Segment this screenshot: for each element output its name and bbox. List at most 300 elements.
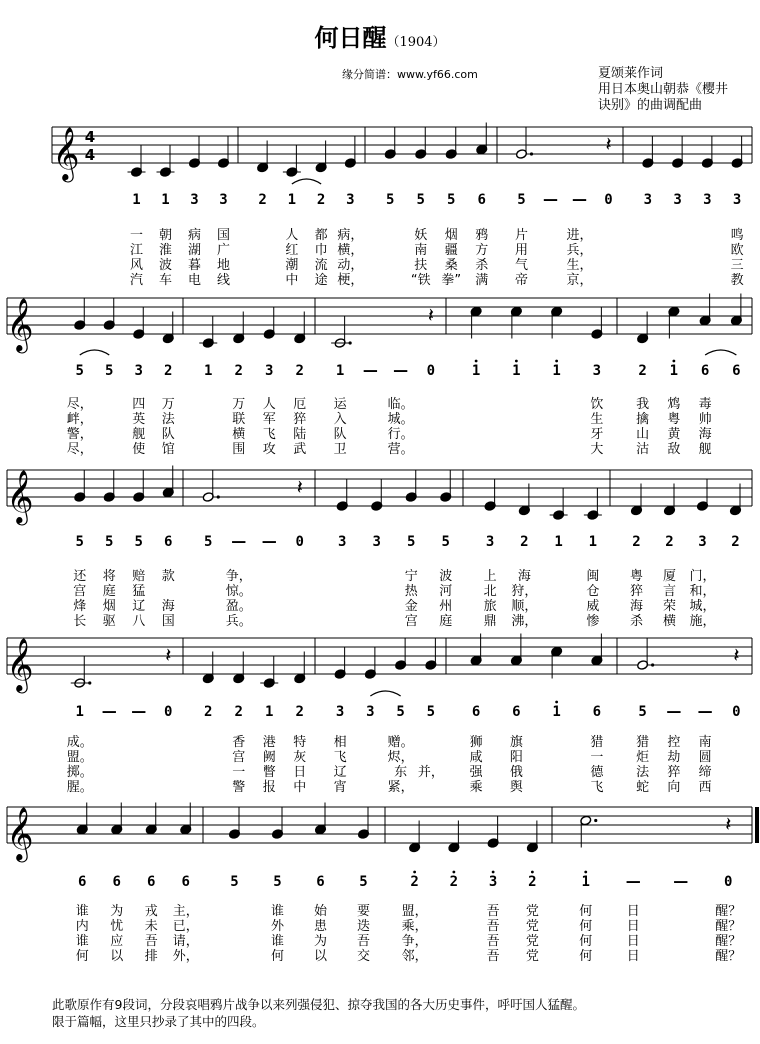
lyric-syllable: 醒？	[715, 919, 742, 934]
jianpu-number: 5	[230, 874, 239, 890]
lyric-syllable: 宁	[404, 569, 418, 584]
lyric-syllable: 舰	[132, 427, 146, 442]
lyric-syllable: 厄	[293, 397, 307, 412]
jianpu-number: 2	[164, 363, 173, 379]
lyric-syllable: 欧	[730, 243, 744, 258]
lyric-syllable: 党	[525, 919, 539, 934]
treble-clef-icon: 𝄞	[6, 469, 34, 523]
lyric-syllable: 海	[517, 569, 531, 584]
lyric-syllable: 仓	[586, 584, 600, 599]
treble-clef-icon: 𝄞	[6, 806, 34, 860]
jianpu-number: 6	[181, 874, 190, 890]
rest-symbol: 𝄽	[725, 812, 732, 836]
octave-dot	[452, 871, 455, 874]
lyric-syllable: 乘，	[401, 919, 428, 934]
lyric-syllable: 鸦	[475, 228, 489, 243]
jianpu-number: 0	[732, 704, 741, 720]
lyric-syllable: 谁	[270, 904, 285, 919]
song-title-text: 何日醒	[314, 23, 387, 52]
jianpu-number: 0	[164, 704, 173, 720]
tie-slur	[292, 179, 321, 184]
lyric-syllable: 广	[216, 243, 231, 258]
lyric-syllable: 咸	[469, 750, 483, 765]
octave-dot	[584, 871, 587, 874]
lyric-syllable: 西	[698, 780, 712, 795]
lyric-syllable: 迭	[356, 919, 371, 934]
jianpu-number: 6	[732, 363, 741, 379]
lyric-syllable: 衅，	[66, 412, 93, 427]
lyric-syllable: 庭	[102, 584, 116, 599]
lyric-syllable: 横	[662, 614, 677, 629]
lyric-syllable: 梗，	[337, 273, 364, 288]
jianpu-number: 5	[105, 534, 114, 550]
lyric-syllable: 言	[662, 584, 677, 599]
lyric-syllable: 未	[144, 919, 158, 934]
lyric-syllable: 香	[232, 735, 246, 750]
lyric-syllable: 荣	[662, 599, 677, 614]
lyric-syllable: 主，	[172, 904, 199, 919]
lyric-syllable: 飞	[262, 427, 276, 442]
lyric-syllable: 腥。	[66, 780, 93, 795]
lyric-syllable: 满	[475, 273, 489, 288]
lyric-syllable: 邻，	[401, 949, 428, 964]
jianpu-number: 3	[134, 363, 143, 379]
rest-symbol: 𝄽	[605, 132, 612, 156]
lyric-syllable: 粤	[629, 569, 644, 584]
lyric-syllable: “铁	[410, 273, 431, 288]
lyric-syllable: 要	[356, 904, 371, 919]
lyric-syllable: 烟	[102, 599, 116, 614]
octave-dot	[515, 360, 518, 363]
jianpu-number: 3	[485, 534, 495, 550]
jianpu-number: 3	[219, 192, 228, 208]
lyric-syllable: 东	[394, 765, 408, 780]
lyric-syllable: 宫	[73, 584, 87, 599]
time-sig-bottom: 4	[84, 146, 96, 164]
lyric-syllable: 党	[525, 949, 539, 964]
lyric-syllable: 庭	[439, 614, 453, 629]
jianpu-number: 5	[134, 534, 143, 550]
jianpu-number: 2	[204, 704, 213, 720]
tie-slur	[705, 350, 736, 355]
lyric-syllable: 州	[439, 599, 453, 614]
lyric-syllable: 扶	[414, 258, 428, 273]
lyric-syllable: 波	[439, 569, 453, 584]
lyric-syllable: 应	[110, 934, 124, 949]
lyric-syllable: 圆	[698, 750, 712, 765]
lyric-syllable: 海	[629, 599, 644, 614]
jianpu-number: 5	[447, 192, 456, 208]
lyric-syllable: 紧，	[387, 780, 414, 795]
lyric-syllable: 威	[586, 599, 600, 614]
lyric-syllable: 蛇	[636, 780, 650, 795]
lyric-syllable: 乘	[469, 780, 483, 795]
jianpu-number: 2	[234, 363, 243, 379]
jianpu-number: 6	[700, 363, 710, 379]
jianpu-number: 0	[604, 192, 613, 208]
lyric-syllable: 为	[313, 934, 328, 949]
lyric-syllable: 粤	[667, 412, 681, 427]
lyric-syllable: 都	[314, 228, 328, 243]
jianpu-number: 2	[258, 192, 267, 208]
source-line: 缘分简谱：www.yf66.com	[342, 68, 478, 81]
lyric-syllable: 劫	[667, 750, 681, 765]
lyric-syllable: 何	[75, 949, 89, 964]
lyric-syllable: 汽	[129, 273, 144, 288]
treble-clef-icon: 𝄞	[52, 126, 80, 180]
lyric-syllable: 地	[216, 258, 231, 273]
lyric-syllable: 四	[132, 397, 146, 412]
lyric-syllable: 金	[404, 599, 418, 614]
lyric-syllable: 谁	[75, 904, 89, 919]
lyric-syllable: 英	[132, 412, 146, 427]
jianpu-dash: —	[673, 872, 689, 890]
jianpu-number: 1	[335, 363, 345, 379]
lyric-syllable: 并，	[417, 765, 444, 780]
jianpu-number: 2	[731, 534, 740, 550]
lyric-syllable: 生，	[566, 258, 593, 273]
lyric-syllable: 吾	[486, 919, 500, 934]
lyric-syllable: 兵，	[566, 243, 593, 258]
jianpu-number: 1	[204, 363, 213, 379]
octave-dot	[492, 871, 495, 874]
lyric-syllable: 烟	[444, 228, 458, 243]
lyric-syllable: 猝	[629, 584, 644, 599]
jianpu-dash: —	[666, 702, 682, 720]
jianpu-dash: —	[393, 361, 409, 379]
jianpu-number: 2	[316, 192, 326, 208]
lyric-syllable: 兵。	[225, 614, 252, 629]
lyric-syllable: 赠。	[387, 735, 414, 750]
treble-clef-icon: 𝄞	[6, 637, 34, 691]
octave-dot	[555, 701, 558, 704]
lyric-syllable: 强	[469, 765, 483, 780]
lyric-syllable: 杀	[629, 614, 644, 629]
lyric-syllable: 使	[132, 442, 146, 457]
rest-symbol: 𝄽	[296, 475, 303, 499]
lyric-syllable: 病，	[337, 228, 364, 243]
lyric-syllable: 湖	[187, 243, 202, 258]
lyric-syllable: 警	[232, 780, 246, 795]
lyric-syllable: 江	[129, 243, 144, 258]
lyric-syllable: 烽	[73, 599, 87, 614]
lyric-syllable: 狩，	[511, 584, 538, 599]
lyric-syllable: 我	[636, 397, 650, 412]
lyric-syllable: 猛	[132, 584, 146, 599]
lyric-syllable: 警，	[66, 427, 93, 442]
lyricist-credit: 夏颂莱作词	[598, 66, 664, 81]
lyric-syllable: 吾	[486, 949, 500, 964]
lyric-syllable: 将	[102, 569, 116, 584]
lyric-syllable: 饮	[590, 397, 604, 412]
lyric-syllable: 红	[285, 243, 299, 258]
jianpu-number: 5	[407, 534, 416, 550]
lyric-syllable: 馆	[161, 442, 175, 457]
jianpu-number: 6	[78, 874, 87, 890]
lyric-syllable: 营。	[387, 442, 414, 457]
lyric-syllable: 一	[590, 750, 604, 765]
lyric-syllable: 辽	[132, 599, 146, 614]
lyric-syllable: 阳	[509, 750, 523, 765]
lyric-syllable: 何	[270, 949, 285, 964]
jianpu-number: 3	[592, 363, 602, 379]
jianpu-number: 2	[410, 874, 419, 890]
lyric-syllable: 帅	[698, 412, 712, 427]
jianpu-number: 5	[204, 534, 213, 550]
lyric-syllable: 南	[414, 243, 428, 258]
jianpu-number: 0	[724, 874, 733, 890]
lyric-syllable: 控	[667, 735, 681, 750]
lyric-syllable: 巾	[314, 243, 328, 258]
octave-dot	[672, 360, 675, 363]
jianpu-number: 5	[386, 192, 395, 208]
jianpu-number: 1	[75, 704, 84, 720]
lyric-syllable: 暮	[187, 258, 202, 273]
lyric-syllable: 淮	[158, 243, 173, 258]
lyric-syllable: 宫	[404, 614, 418, 629]
jianpu-number: 5	[426, 704, 436, 720]
lyric-syllable: 行。	[387, 427, 414, 442]
jianpu-number: 3	[732, 192, 742, 208]
lyric-syllable: 施，	[689, 614, 716, 629]
lyric-syllable: 京，	[566, 273, 593, 288]
lyric-syllable: 和，	[689, 584, 716, 599]
lyric-syllable: 国	[161, 614, 175, 629]
jianpu-number: 6	[112, 874, 121, 890]
jianpu-number: 3	[366, 704, 375, 720]
lyric-syllable: 以	[313, 949, 328, 964]
lyric-syllable: 旗	[509, 735, 523, 750]
jianpu-number: 3	[346, 192, 355, 208]
jianpu-number: 1	[265, 704, 274, 720]
jianpu-dash: —	[625, 872, 641, 890]
lyric-syllable: 一	[129, 228, 144, 243]
lyric-syllable: 掷。	[66, 765, 93, 780]
lyric-syllable: 醒？	[715, 949, 742, 964]
lyric-syllable: 人	[285, 228, 299, 243]
jianpu-number: 2	[520, 534, 529, 550]
jianpu-dash: —	[131, 702, 147, 720]
lyric-syllable: 擒	[636, 412, 650, 427]
lyric-syllable: 日	[626, 949, 640, 964]
jianpu-number: 5	[396, 704, 405, 720]
lyric-syllable: 疆	[444, 243, 458, 258]
lyric-syllable: 法	[161, 412, 175, 427]
lyric-syllable: 港	[262, 735, 276, 750]
jianpu-number: 3	[338, 534, 347, 550]
lyric-syllable: 妖	[414, 228, 428, 243]
lyric-syllable: 潮	[285, 258, 299, 273]
lyric-syllable: 临。	[387, 397, 414, 412]
jianpu-number: 2	[528, 874, 537, 890]
jianpu-number: 1	[161, 192, 170, 208]
jianpu-number: 3	[488, 874, 498, 890]
jianpu-number: 2	[665, 534, 674, 550]
jianpu-number: 3	[643, 192, 653, 208]
lyric-syllable: 日	[626, 919, 640, 934]
lyric-syllable: 外	[270, 919, 285, 934]
lyric-syllable: 帝	[514, 273, 529, 288]
lyric-syllable: 用	[514, 243, 529, 258]
lyric-syllable: 何	[579, 949, 593, 964]
lyric-syllable: 驱	[102, 614, 116, 629]
jianpu-number: 1	[588, 534, 598, 550]
lyric-syllable: 万	[232, 397, 246, 412]
lyric-syllable: 队	[333, 427, 347, 442]
lyric-syllable: 线	[216, 273, 231, 288]
lyric-syllable: 横，	[337, 243, 364, 258]
jianpu-number: 5	[75, 534, 84, 550]
jianpu-dash: —	[362, 361, 378, 379]
lyric-syllable: 相	[333, 735, 347, 750]
jianpu-number: 6	[471, 704, 481, 720]
lyric-syllable: 俄	[509, 765, 523, 780]
lyric-syllable: 拳”	[441, 273, 462, 288]
jianpu-dash: —	[572, 190, 587, 208]
lyric-syllable: 三	[730, 258, 744, 273]
lyric-syllable: 内	[75, 919, 89, 934]
jianpu-dash: —	[101, 702, 117, 720]
lyric-syllable: 城，	[689, 599, 716, 614]
lyric-syllable: 盟，	[401, 904, 428, 919]
jianpu-number: 5	[273, 874, 282, 890]
lyric-syllable: 海	[161, 599, 175, 614]
lyric-syllable: 谁	[270, 934, 285, 949]
lyric-syllable: 盈。	[225, 599, 252, 614]
time-sig-top: 4	[84, 128, 96, 146]
jianpu-number: 6	[164, 534, 173, 550]
lyric-syllable: 始	[313, 904, 328, 919]
jianpu-number: 2	[295, 363, 304, 379]
footnote-line-1: 此歌原作有9段词，分段哀唱鸦片战争以来列强侵犯、掠夺我国的各大历史事件，呼吁国人猛醒。	[52, 997, 585, 1012]
lyric-syllable: 款	[161, 569, 175, 584]
dot	[651, 663, 654, 666]
jianpu-number: 5	[359, 874, 368, 890]
melody-credit-line-1: 用日本奥山朝恭《樱井	[598, 82, 729, 97]
lyric-syllable: 德	[590, 765, 604, 780]
lyric-syllable: 醒？	[715, 934, 742, 949]
lyric-syllable: 惊。	[225, 584, 252, 599]
lyric-syllable: 鸣	[730, 228, 744, 243]
lyric-syllable: 河	[439, 584, 453, 599]
octave-dot	[475, 360, 478, 363]
rest-symbol: 𝄽	[165, 643, 172, 667]
jianpu-number: 5	[441, 534, 450, 550]
lyric-syllable: 一	[232, 765, 246, 780]
final-barline	[755, 807, 759, 843]
lyric-syllable: 八	[132, 614, 146, 629]
lyric-syllable: 人	[262, 397, 276, 412]
jianpu-number: 3	[335, 704, 345, 720]
jianpu-number: 2	[234, 704, 243, 720]
lyric-syllable: 特	[293, 735, 307, 750]
lyric-syllable: 请，	[172, 934, 199, 949]
lyric-syllable: 飞	[590, 780, 604, 795]
melody-credit-line-2: 诀别》的曲调配曲	[598, 98, 703, 113]
jianpu-number: 1	[552, 363, 561, 379]
lyric-syllable: 为	[110, 904, 124, 919]
lyric-syllable: 攻	[262, 442, 276, 457]
lyric-syllable: 谁	[75, 934, 89, 949]
lyric-syllable: 以	[110, 949, 124, 964]
lyric-syllable: 外，	[172, 949, 199, 964]
lyric-syllable: 风	[129, 258, 144, 273]
song-year: （1904）	[386, 35, 446, 50]
lyric-syllable: 朝	[158, 228, 173, 243]
jianpu-dash: —	[543, 190, 558, 208]
lyric-syllable: 缔	[698, 765, 712, 780]
jianpu-number: 5	[416, 192, 425, 208]
lyric-syllable: 海	[698, 427, 712, 442]
jianpu-number: 6	[512, 704, 521, 720]
lyric-syllable: 杀	[475, 258, 489, 273]
lyric-syllable: 醒？	[715, 904, 742, 919]
lyric-syllable: 猎	[590, 735, 604, 750]
lyric-syllable: 赔	[132, 569, 146, 584]
dot	[594, 819, 597, 822]
octave-dot	[531, 871, 534, 874]
jianpu-number: 1	[554, 534, 563, 550]
octave-dot	[413, 871, 416, 874]
lyric-syllable: 盟。	[66, 750, 93, 765]
jianpu-number: 1	[132, 192, 141, 208]
lyric-syllable: 鼎	[483, 614, 497, 629]
lyric-syllable: 烬，	[387, 750, 414, 765]
lyric-syllable: 武	[293, 442, 307, 457]
lyric-syllable: 尽，	[66, 442, 93, 457]
lyric-syllable: 敌	[667, 442, 681, 457]
lyric-syllable: 北	[483, 584, 497, 599]
lyric-syllable: 运	[333, 397, 347, 412]
lyric-syllable: 生	[590, 412, 604, 427]
lyric-syllable: 何	[579, 904, 593, 919]
tie-slur	[370, 691, 400, 696]
lyric-syllable: 宵	[333, 780, 347, 795]
jianpu-number: 1	[287, 192, 297, 208]
lyric-syllable: 入	[333, 412, 347, 427]
lyric-syllable: 戎	[144, 904, 158, 919]
lyric-syllable: 桑	[444, 258, 458, 273]
lyric-syllable: 灰	[293, 750, 307, 765]
jianpu-number: 6	[147, 874, 156, 890]
lyric-syllable: 陆	[293, 427, 307, 442]
lyric-syllable: 飞	[333, 750, 347, 765]
lyric-syllable: 法	[636, 765, 650, 780]
lyric-syllable: 顺，	[511, 599, 538, 614]
lyric-syllable: 途	[314, 273, 328, 288]
lyric-syllable: 动，	[337, 258, 364, 273]
jianpu-number: 1	[552, 704, 561, 720]
jianpu-number: 3	[265, 363, 274, 379]
lyric-syllable: 病	[187, 228, 202, 243]
jianpu-number: 3	[698, 534, 707, 550]
jianpu-number: 0	[426, 363, 436, 379]
rest-symbol: 𝄽	[427, 303, 434, 327]
jianpu-dash: —	[231, 532, 247, 550]
rest-symbol: 𝄽	[733, 643, 740, 667]
jianpu-number: 2	[449, 874, 459, 890]
lyric-syllable: 大	[590, 442, 604, 457]
jianpu-number: 1	[581, 874, 590, 890]
lyric-syllable: 尽，	[66, 397, 93, 412]
lyric-syllable: 报	[262, 780, 276, 795]
jianpu-number: 6	[592, 704, 602, 720]
lyric-syllable: 旅	[483, 599, 497, 614]
lyric-syllable: 争，	[401, 934, 428, 949]
lyric-syllable: 厦	[662, 569, 677, 584]
lyric-syllable: 已，	[172, 919, 199, 934]
lyric-syllable: 猝	[293, 412, 307, 427]
